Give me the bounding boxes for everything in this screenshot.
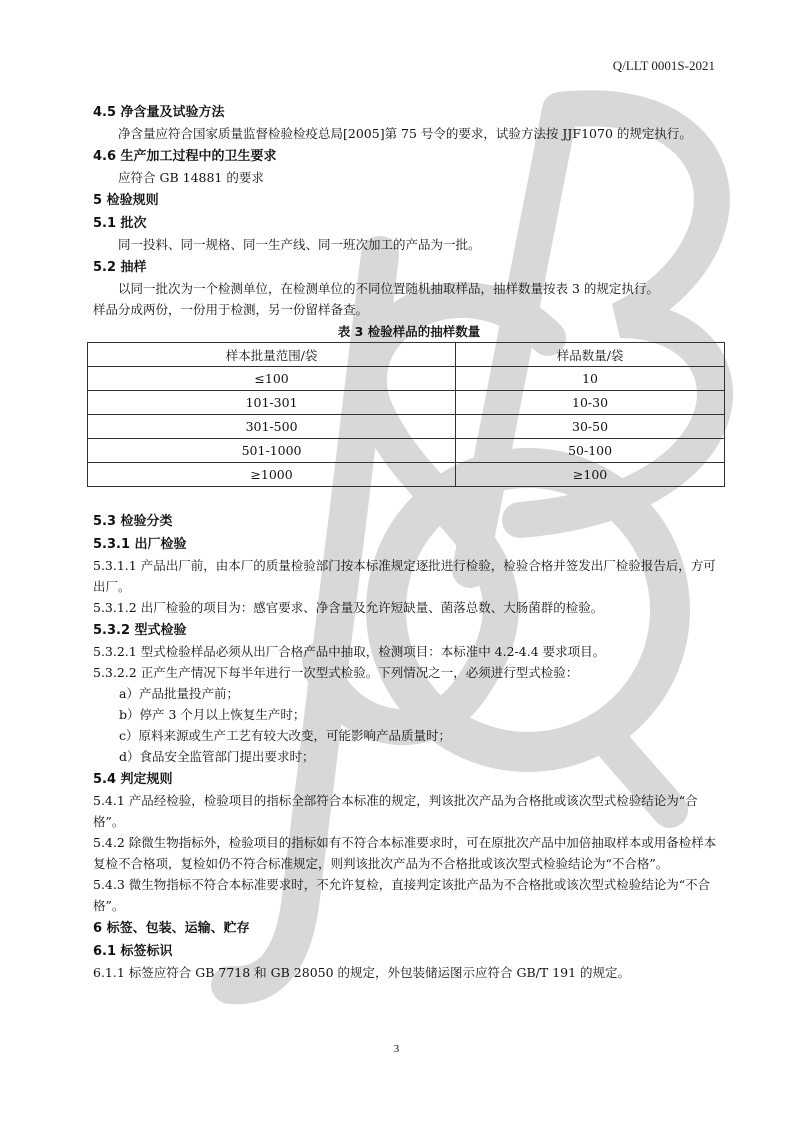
- section-text-6-1-1: 6.1.1 标签应符合 GB 7718 和 GB 28050 的规定，外包装储运图示应符合 GB/T 191 的规定。: [93, 965, 631, 980]
- table-row: [88, 415, 725, 439]
- table-header-cell: 样本批量范围/袋: [88, 343, 456, 367]
- document-body: [93, 100, 725, 983]
- table-cell: 50-100: [456, 439, 725, 463]
- table-row: [88, 367, 725, 391]
- table-header-cell: 样品数量/袋: [456, 343, 725, 367]
- section-heading-4-5: 4.5 净含量及试验方法: [93, 105, 225, 120]
- section-text-5-3-1-2: 5.3.1.2 出厂检验的项目为：感官要求、净含量及允许短缺量、菌落总数、大肠菌群的检验。: [93, 600, 604, 615]
- table-cell: ≤100: [88, 367, 456, 391]
- section-text-5-3-2-2: 5.3.2.2 正产生产情况下每半年进行一次型式检验。下列情况之一，必须进行型式检验：: [93, 665, 579, 680]
- page-number: 3: [393, 1043, 400, 1055]
- table-cell: 30-50: [456, 415, 725, 439]
- section-text-5-3-2-1: 5.3.2.1 型式检验样品必须从出厂合格产品中抽取，检测项目：本标准中 4.2-4.4 要求项目。: [93, 644, 606, 659]
- list-item: d）食品安全监管部门提出要求时；: [119, 749, 315, 764]
- section-heading-5-4: 5.4 判定规则: [93, 772, 173, 787]
- table-cell: 501-1000: [88, 439, 456, 463]
- section-heading-5-3-1: 5.3.1 出厂检验: [93, 537, 187, 552]
- table-row: [88, 391, 725, 415]
- list-item: c）原料来源或生产工艺有较大改变，可能影响产品质量时；: [119, 728, 452, 743]
- section-text-5-1: 同一投料、同一规格、同一生产线、同一班次加工的产品为一批。: [118, 237, 481, 252]
- spacer: [93, 487, 725, 509]
- table-cell: 301-500: [88, 415, 456, 439]
- table-title: 表 3 检验样品的抽样数量: [337, 324, 481, 339]
- section-heading-5-3-2: 5.3.2 型式检验: [93, 623, 187, 638]
- section-text-4-6: 应符合 GB 14881 的要求: [118, 170, 264, 185]
- section-text-5-4-3: 5.4.3 微生物指标不符合本标准要求时，不允许复检，直接判定该批产品为不合格批或该次型式检验结论为“不合格”。: [93, 877, 711, 913]
- table-cell: 10: [456, 367, 725, 391]
- table-cell: ≥100: [456, 463, 725, 487]
- document-code: Q/LLT 0001S-2021: [612, 58, 715, 73]
- list-item: a）产品批量投产前；: [119, 686, 239, 701]
- section-heading-6: 6 标签、包装、运输、贮存: [93, 921, 250, 936]
- table-row: [88, 463, 725, 487]
- list-item: b）停产 3 个月以上恢复生产时；: [119, 707, 306, 722]
- table-cell: ≥1000: [88, 463, 456, 487]
- section-heading-4-6: 4.6 生产加工过程中的卫生要求: [93, 149, 277, 164]
- sampling-table: [87, 342, 725, 487]
- section-heading-5-3: 5.3 检验分类: [93, 514, 173, 529]
- section-text-5-3-1-1: 5.3.1.1 产品出厂前，由本厂的质量检验部门按本标准规定逐批进行检验，检验合格并签发出厂检验报告后，方可出厂。: [93, 558, 716, 594]
- table-row: [88, 439, 725, 463]
- section-heading-5-2: 5.2 抽样: [93, 260, 147, 275]
- section-text-5-4-1: 5.4.1 产品经检验，检验项目的指标全部符合本标准的规定，判该批次产品为合格批或该次型式检验结论为“合格”。: [93, 793, 698, 829]
- section-text-5-4-2: 5.4.2 除微生物指标外，检验项目的指标如有不符合本标准要求时，可在原批次产品中加倍抽取样本或用备检样本复检不合格项，复检如仍不符合标准规定，则判该批次产品为不合格批或该次型式检验结论为“不合格”。: [93, 835, 717, 871]
- table-cell: 101-301: [88, 391, 456, 415]
- table-cell: 10-30: [456, 391, 725, 415]
- section-text-5-2-b: 样品分成两份，一份用于检测，另一份留样备查。: [93, 302, 369, 317]
- table-header-row: [88, 343, 725, 367]
- section-text-4-5: 净含量应符合国家质量监督检验检疫总局[2005]第 75 号令的要求，试验方法按 JJF1070 的规定执行。: [118, 126, 692, 141]
- section-heading-5: 5 检验规则: [93, 193, 159, 208]
- section-text-5-2-a: 以同一批次为一个检测单位，在检测单位的不同位置随机抽取样品，抽样数量按表 3 的规定执行。: [118, 281, 659, 296]
- section-heading-6-1: 6.1 标签标识: [93, 944, 173, 959]
- section-heading-5-1: 5.1 批次: [93, 216, 147, 231]
